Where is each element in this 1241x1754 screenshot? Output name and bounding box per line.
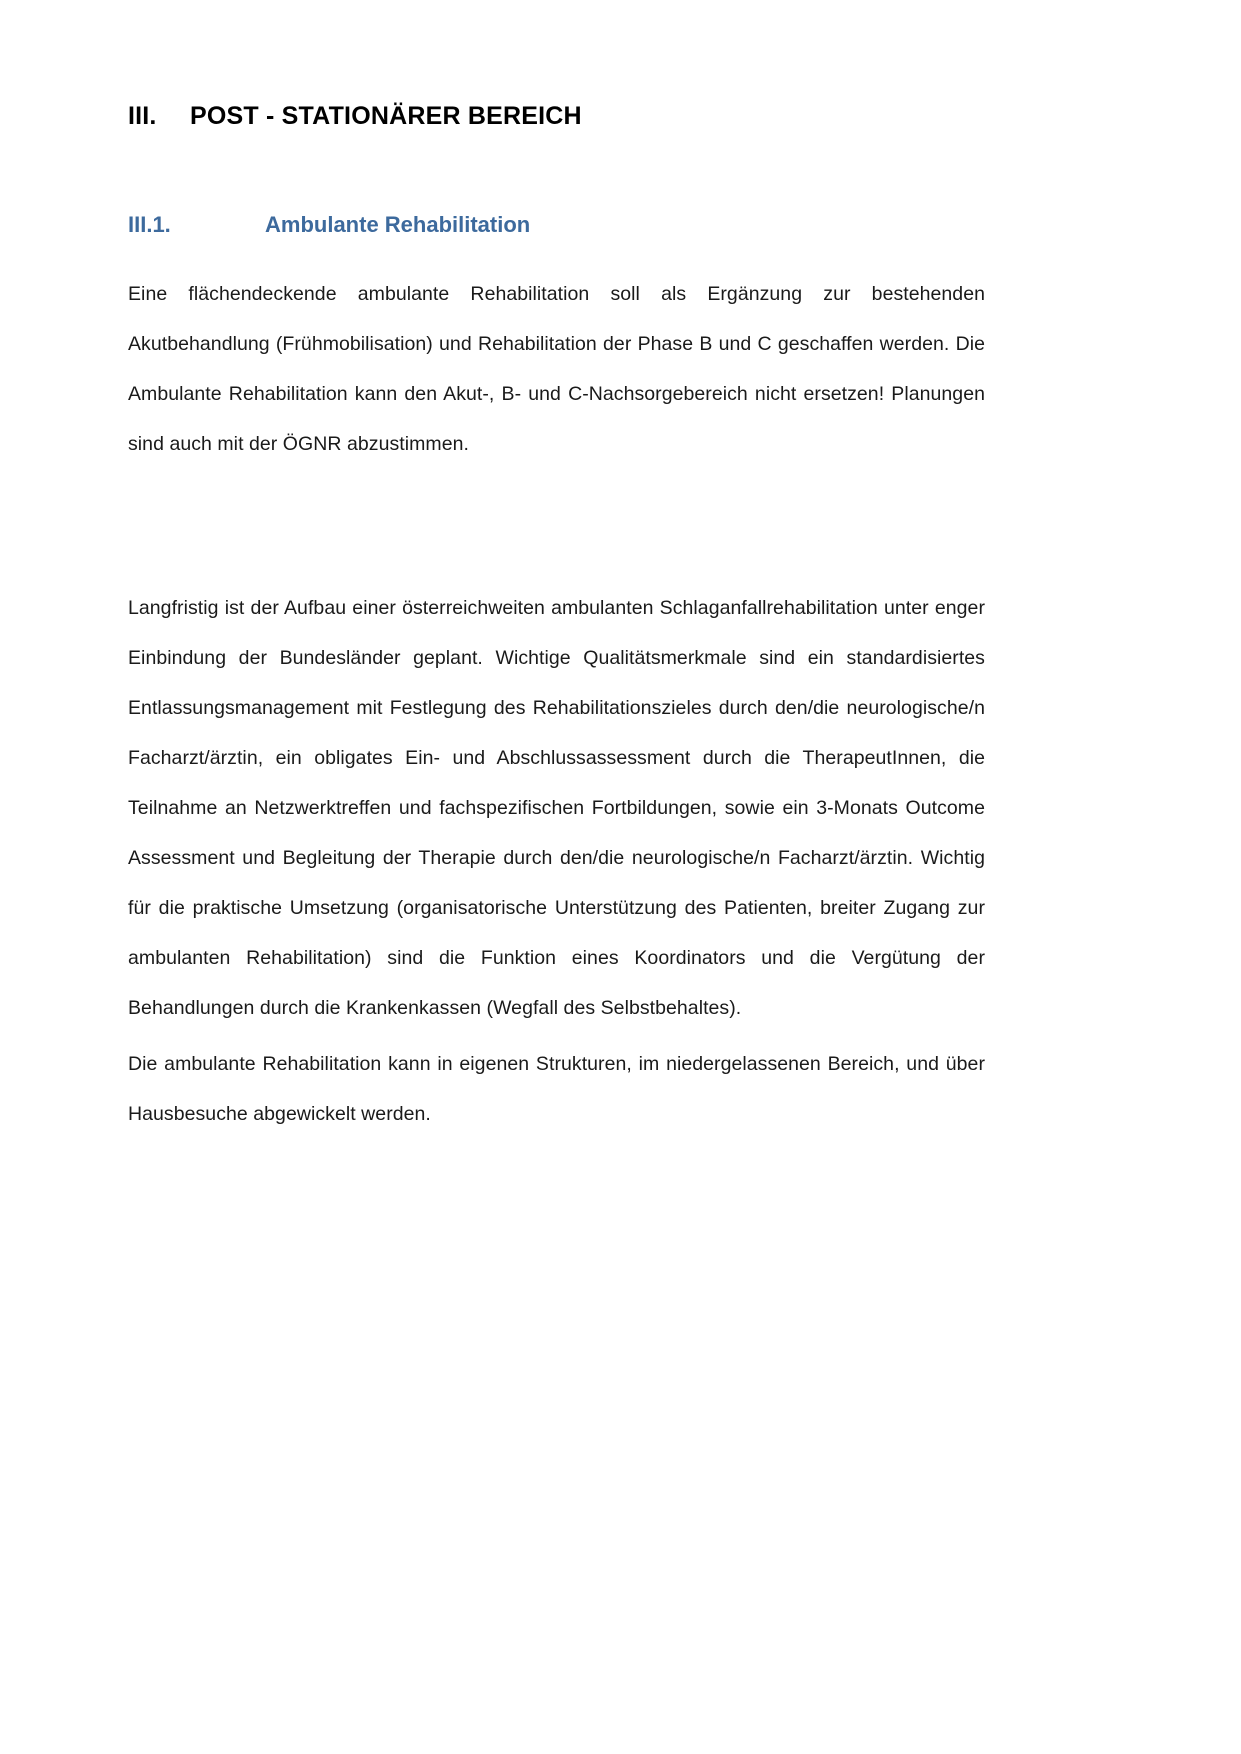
heading2-number: III.1. [128, 212, 171, 237]
body-paragraph: Langfristig ist der Aufbau einer österreichweiten ambulanten Schlaganfallrehabilitation unter enger Einbindung der Bundesländer geplant. Wichtige Qualitätsmerkmale sind ein standardisiertes Entlassungsmanagement mit Festlegung des Rehabilitationszieles durch den/die neurologische/n Facharzt/ärztin, ein obligates Ein- und Abschlussassessment durch die TherapeutInnen, die Teilnahme an Netzwerktreffen und fachspezifischen Fortbildungen, sowie ein 3-Monats Outcome Assessment und Begleitung der Therapie durch den/die neurologische/n Facharzt/ärztin. Wichtig für die praktische Umsetzung (organisatorische Unterstützung des Patienten, breiter Zugang zur ambulanten Rehabilitation) sind die Funktion eines Koordinators und die Vergütung der Behandlungen durch die Krankenkassen (Wegfall des Selbstbehaltes). [128, 597, 985, 1019]
section-heading-level-2 [128, 212, 985, 238]
body-paragraph: Die ambulante Rehabilitation kann in eigenen Strukturen, im niedergelassenen Bereich, und über Hausbesuche abgewickelt werden. [128, 1053, 985, 1125]
body-paragraph: Eine flächendeckende ambulante Rehabilitation soll als Ergänzung zur bestehenden Akutbehandlung (Frühmobilisation) und Rehabilitation der Phase B und C geschaffen werden. Die Ambulante Rehabilitation kann den Akut-, B- und C-Nachsorgebereich nicht ersetzen! Planungen sind auch mit der ÖGNR abzustimmen. [128, 283, 985, 455]
heading2-title: Ambulante Rehabilitation [265, 212, 531, 237]
heading1-title: POST - STATIONÄRER BEREICH [190, 102, 582, 130]
document-content [128, 0, 985, 1139]
section-heading-level-1 [128, 102, 985, 131]
heading1-number: III. [128, 102, 157, 130]
